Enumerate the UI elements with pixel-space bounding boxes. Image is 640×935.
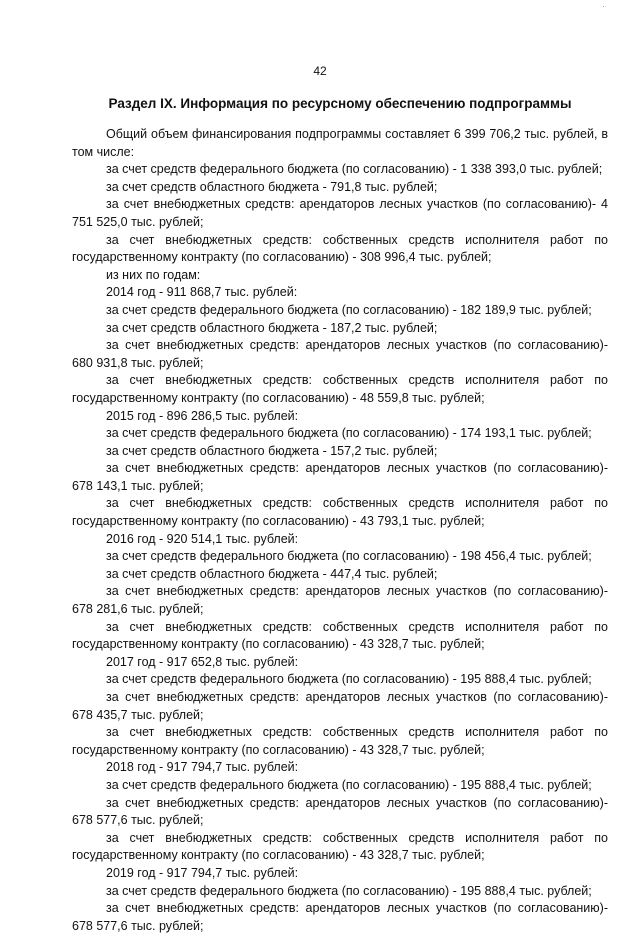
paragraph: за счет внебюджетных средств: арендаторов лесных участков (по согласованию)- 678 577,6 тыс. рублей; (72, 795, 608, 828)
paragraph: за счет внебюджетных средств: собственных средств исполнителя работ по государственному контракту (по согласованию) - 48 559,8 тыс. рублей; (72, 373, 608, 405)
page-number: 42 (313, 64, 327, 78)
paragraph: за счет средств областного бюджета - 447,4 тыс. рублей; (106, 566, 438, 581)
paragraph: за счет средств федерального бюджета (по согласованию) - 195 888,4 тыс. рублей; (106, 777, 592, 792)
paragraph: за счет внебюджетных средств: арендаторов лесных участков (по согласованию)- 678 577,6 тыс. рублей; (72, 901, 608, 933)
paragraph: за счет средств федерального бюджета (по согласованию) - 174 193,1 тыс. рублей; (106, 426, 592, 441)
paragraph: за счет внебюджетных средств: арендаторов лесных участков (по согласованию)- 680 931,8 тыс. рублей; (72, 338, 608, 370)
paragraph: за счет средств федерального бюджета (по согласованию) - 195 888,4 тыс. рублей; (106, 883, 592, 898)
paragraph: за счет внебюджетных средств: арендаторов лесных участков (по согласованию)- 678 281,6 тыс. рублей; (72, 584, 608, 617)
paragraph: за счет внебюджетных средств: арендаторов лесных участков (по согласованию)- 4 751 525,0 тыс. рублей; (72, 197, 608, 229)
paragraph: за счет средств областного бюджета - 187,2 тыс. рублей; (106, 320, 438, 335)
paragraph: 2019 год - 917 794,7 тыс. рублей: (106, 865, 299, 880)
paragraph: за счет средств федерального бюджета (по согласованию) - 195 888,4 тыс. рублей; (106, 672, 592, 687)
paragraph: за счет внебюджетных средств: собственных средств исполнителя работ по государственному контракту (по согласованию) - 43 328,7 тыс. рублей; (72, 619, 608, 652)
section-body (72, 126, 608, 935)
paragraph: за счет внебюджетных средств: собственных средств исполнителя работ по государственному контракту (по согласованию) - 43 793,1 тыс. рублей; (72, 496, 608, 529)
paragraph: 2016 год - 920 514,1 тыс. рублей: (106, 531, 299, 546)
paragraph: за счет внебюджетных средств: собственных средств исполнителя работ по государственному контракту (по согласованию) - 308 996,4 тыс. рублей; (72, 232, 608, 265)
paragraph: за счет средств федерального бюджета (по согласованию) - 182 189,9 тыс. рублей; (106, 302, 592, 317)
paragraph: 2014 год - 911 868,7 тыс. рублей: (106, 285, 298, 300)
paragraph: за счет внебюджетных средств: арендаторов лесных участков (по согласованию)- 678 435,7 тыс. рублей; (72, 690, 608, 722)
paragraph: 2017 год - 917 652,8 тыс. рублей: (106, 654, 299, 669)
scan-mark (603, 6, 604, 7)
paragraph: за счет средств областного бюджета - 791,8 тыс. рублей; (106, 179, 438, 194)
paragraph: за счет внебюджетных средств: собственных средств исполнителя работ по государственному контракту (по согласованию) - 43 328,7 тыс. рублей; (72, 725, 608, 757)
paragraph: за счет средств федерального бюджета (по согласованию) - 198 456,4 тыс. рублей; (106, 549, 592, 564)
paragraph: за счет внебюджетных средств: арендаторов лесных участков (по согласованию)- 678 143,1 тыс. рублей; (72, 461, 608, 493)
paragraph: Общий объем финансирования подпрограммы составляет 6 399 706,2 тыс. рублей, в том числе: (72, 127, 608, 159)
paragraph: за счет внебюджетных средств: собственных средств исполнителя работ по государственному контракту (по согласованию) - 43 328,7 тыс. рублей; (72, 830, 608, 863)
paragraph: за счет средств федерального бюджета (по согласованию) - 1 338 393,0 тыс. рублей; (106, 162, 603, 177)
paragraph: 2015 год - 896 286,5 тыс. рублей: (106, 408, 299, 423)
paragraph: 2018 год - 917 794,7 тыс. рублей: (106, 760, 299, 775)
paragraph: за счет средств областного бюджета - 157,2 тыс. рублей; (106, 443, 438, 458)
section-heading: Раздел IX. Информация по ресурсному обеспечению подпрограммы (108, 96, 572, 111)
paragraph: из них по годам: (106, 267, 201, 282)
